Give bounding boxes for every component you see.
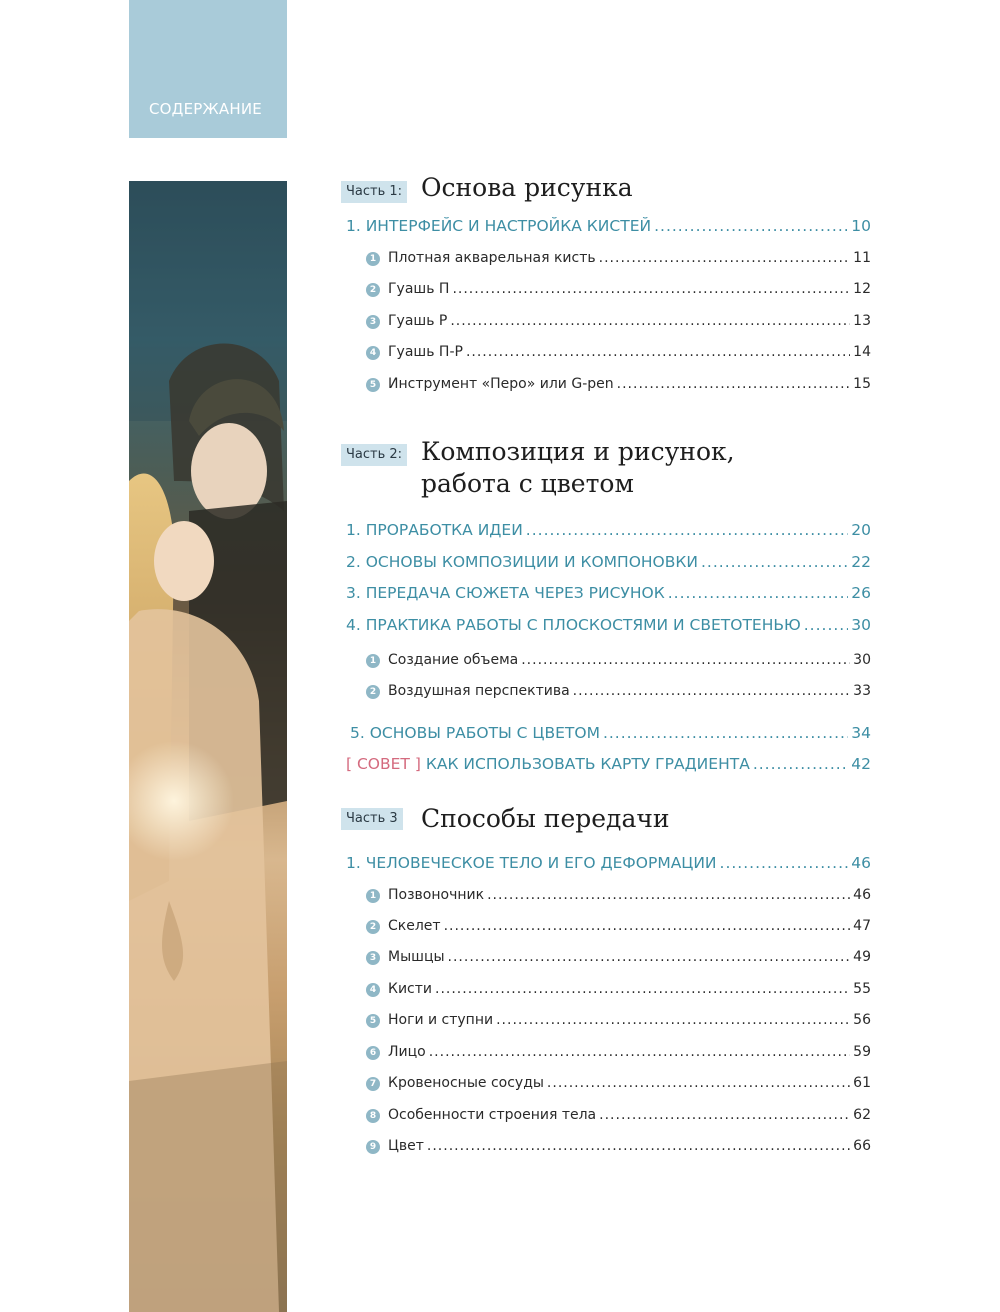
toc-subentry[interactable]	[366, 1012, 871, 1029]
entry-label: Позвоночник	[388, 887, 485, 903]
toc-subentry[interactable]	[366, 1107, 871, 1124]
number-badge-icon: 1	[366, 889, 380, 903]
number-badge-icon: 4	[366, 983, 380, 997]
entry-page: 59	[853, 1044, 871, 1060]
entry-label: Мышцы	[388, 949, 445, 965]
part-1-tag: Часть 1:	[341, 181, 407, 203]
entry-label: Ноги и ступни	[388, 1012, 494, 1028]
entry-label: 1. ЧЕЛОВЕЧЕСКОЕ ТЕЛО И ЕГО ДЕФОРМАЦИИ	[346, 854, 717, 872]
toc-subentry[interactable]	[366, 281, 871, 298]
entry-page: 55	[853, 981, 871, 997]
toc-entry[interactable]	[350, 724, 871, 742]
entry-page: 34	[851, 724, 871, 742]
number-badge-icon: 2	[366, 685, 380, 699]
entry-label: Лицо	[388, 1044, 426, 1060]
entry-page: 33	[853, 683, 871, 699]
toc-subentry[interactable]	[366, 376, 871, 393]
entry-page: 30	[853, 652, 871, 668]
number-badge-icon: 4	[366, 346, 380, 360]
entry-page: 61	[853, 1075, 871, 1091]
entry-label: Кровеносные сосуды	[388, 1075, 544, 1091]
toc-entry[interactable]	[346, 521, 871, 539]
number-badge-icon: 5	[366, 1014, 380, 1028]
entry-page: 42	[851, 755, 871, 773]
number-badge-icon: 6	[366, 1046, 380, 1060]
entry-page: 56	[853, 1012, 871, 1028]
entry-label: Особенности строения тела	[388, 1107, 597, 1123]
number-badge-icon: 1	[366, 654, 380, 668]
toc-subentry[interactable]	[366, 1138, 871, 1155]
entry-label: Инструмент «Перо» или G-pen	[388, 376, 614, 392]
entry-label: 2. ОСНОВЫ КОМПОЗИЦИИ И КОМПОНОВКИ	[346, 553, 698, 571]
entry-page: 46	[853, 887, 871, 903]
toc-subentry[interactable]	[366, 887, 871, 904]
part-2-tag: Часть 2:	[341, 444, 407, 466]
entry-label: Цвет	[388, 1138, 424, 1154]
toc-subentry[interactable]	[366, 1075, 871, 1092]
entry-page: 66	[853, 1138, 871, 1154]
toc-entry[interactable]	[346, 854, 871, 872]
entry-page: 22	[851, 553, 871, 571]
page-title: СОДЕРЖАНИЕ	[149, 100, 262, 118]
toc-entry[interactable]	[346, 217, 871, 235]
part-3-tag: Часть 3	[341, 808, 403, 830]
entry-page: 13	[853, 313, 871, 329]
number-badge-icon: 3	[366, 315, 380, 329]
toc-subentry[interactable]	[366, 652, 871, 669]
toc-subentry[interactable]	[366, 1044, 871, 1061]
toc-entry[interactable]	[346, 616, 871, 634]
toc-subentry[interactable]	[366, 683, 871, 700]
entry-page: 47	[853, 918, 871, 934]
number-badge-icon: 2	[366, 920, 380, 934]
entry-label: 3. ПЕРЕДАЧА СЮЖЕТА ЧЕРЕЗ РИСУНОК	[346, 584, 665, 602]
entry-page: 15	[853, 376, 871, 392]
entry-label: 4. ПРАКТИКА РАБОТЫ С ПЛОСКОСТЯМИ И СВЕТОТЕНЬЮ	[346, 616, 801, 634]
number-badge-icon: 7	[366, 1077, 380, 1091]
entry-page: 46	[851, 854, 871, 872]
entry-label: 5. ОСНОВЫ РАБОТЫ С ЦВЕТОМ	[350, 724, 600, 742]
entry-page: 14	[853, 344, 871, 360]
entry-page: 49	[853, 949, 871, 965]
entry-label: КАК ИСПОЛЬЗОВАТЬ КАРТУ ГРАДИЕНТА	[425, 755, 750, 773]
toc-subentry[interactable]	[366, 313, 871, 330]
toc-subentry[interactable]	[366, 981, 871, 998]
entry-label: Кисти	[388, 981, 432, 997]
part-2-title-line-2: работа с цветом	[421, 469, 634, 498]
entry-page: 30	[851, 616, 871, 634]
toc-entry[interactable]	[346, 553, 871, 571]
entry-label: Гуашь П-Р	[388, 344, 463, 360]
entry-page: 26	[851, 584, 871, 602]
number-badge-icon: 9	[366, 1140, 380, 1154]
toc-subentry[interactable]	[366, 250, 871, 267]
toc-subentry[interactable]	[366, 918, 871, 935]
entry-label: Плотная акварельная кисть	[388, 250, 596, 266]
illustration-shapes	[129, 181, 287, 1312]
toc-subentry[interactable]	[366, 949, 871, 966]
entry-label: Скелет	[388, 918, 441, 934]
entry-label: 1. ИНТЕРФЕЙС И НАСТРОЙКА КИСТЕЙ	[346, 217, 652, 235]
entry-page: 12	[853, 281, 871, 297]
toc-subentry[interactable]	[366, 344, 871, 361]
toc-entry[interactable]	[346, 584, 871, 602]
header-block	[129, 0, 287, 138]
entry-page: 62	[853, 1107, 871, 1123]
cover-illustration	[129, 181, 287, 1312]
number-badge-icon: 8	[366, 1109, 380, 1123]
entry-page: 20	[851, 521, 871, 539]
number-badge-icon: 1	[366, 252, 380, 266]
part-1-title: Основа рисунка	[421, 173, 633, 202]
advice-tag: [ СОВЕТ ]	[346, 755, 421, 773]
entry-page: 10	[851, 217, 871, 235]
number-badge-icon: 2	[366, 283, 380, 297]
number-badge-icon: 5	[366, 378, 380, 392]
toc-entry-advice[interactable]	[346, 755, 871, 773]
entry-label: Гуашь Р	[388, 313, 448, 329]
entry-label: Гуашь П	[388, 281, 450, 297]
entry-label: Воздушная перспектива	[388, 683, 570, 699]
number-badge-icon: 3	[366, 951, 380, 965]
entry-label: Создание объема	[388, 652, 519, 668]
part-3-title: Способы передачи	[421, 804, 670, 833]
entry-page: 11	[853, 250, 871, 266]
part-2-title-line-1: Композиция и рисунок,	[421, 437, 735, 466]
entry-label: 1. ПРОРАБОТКА ИДЕИ	[346, 521, 523, 539]
